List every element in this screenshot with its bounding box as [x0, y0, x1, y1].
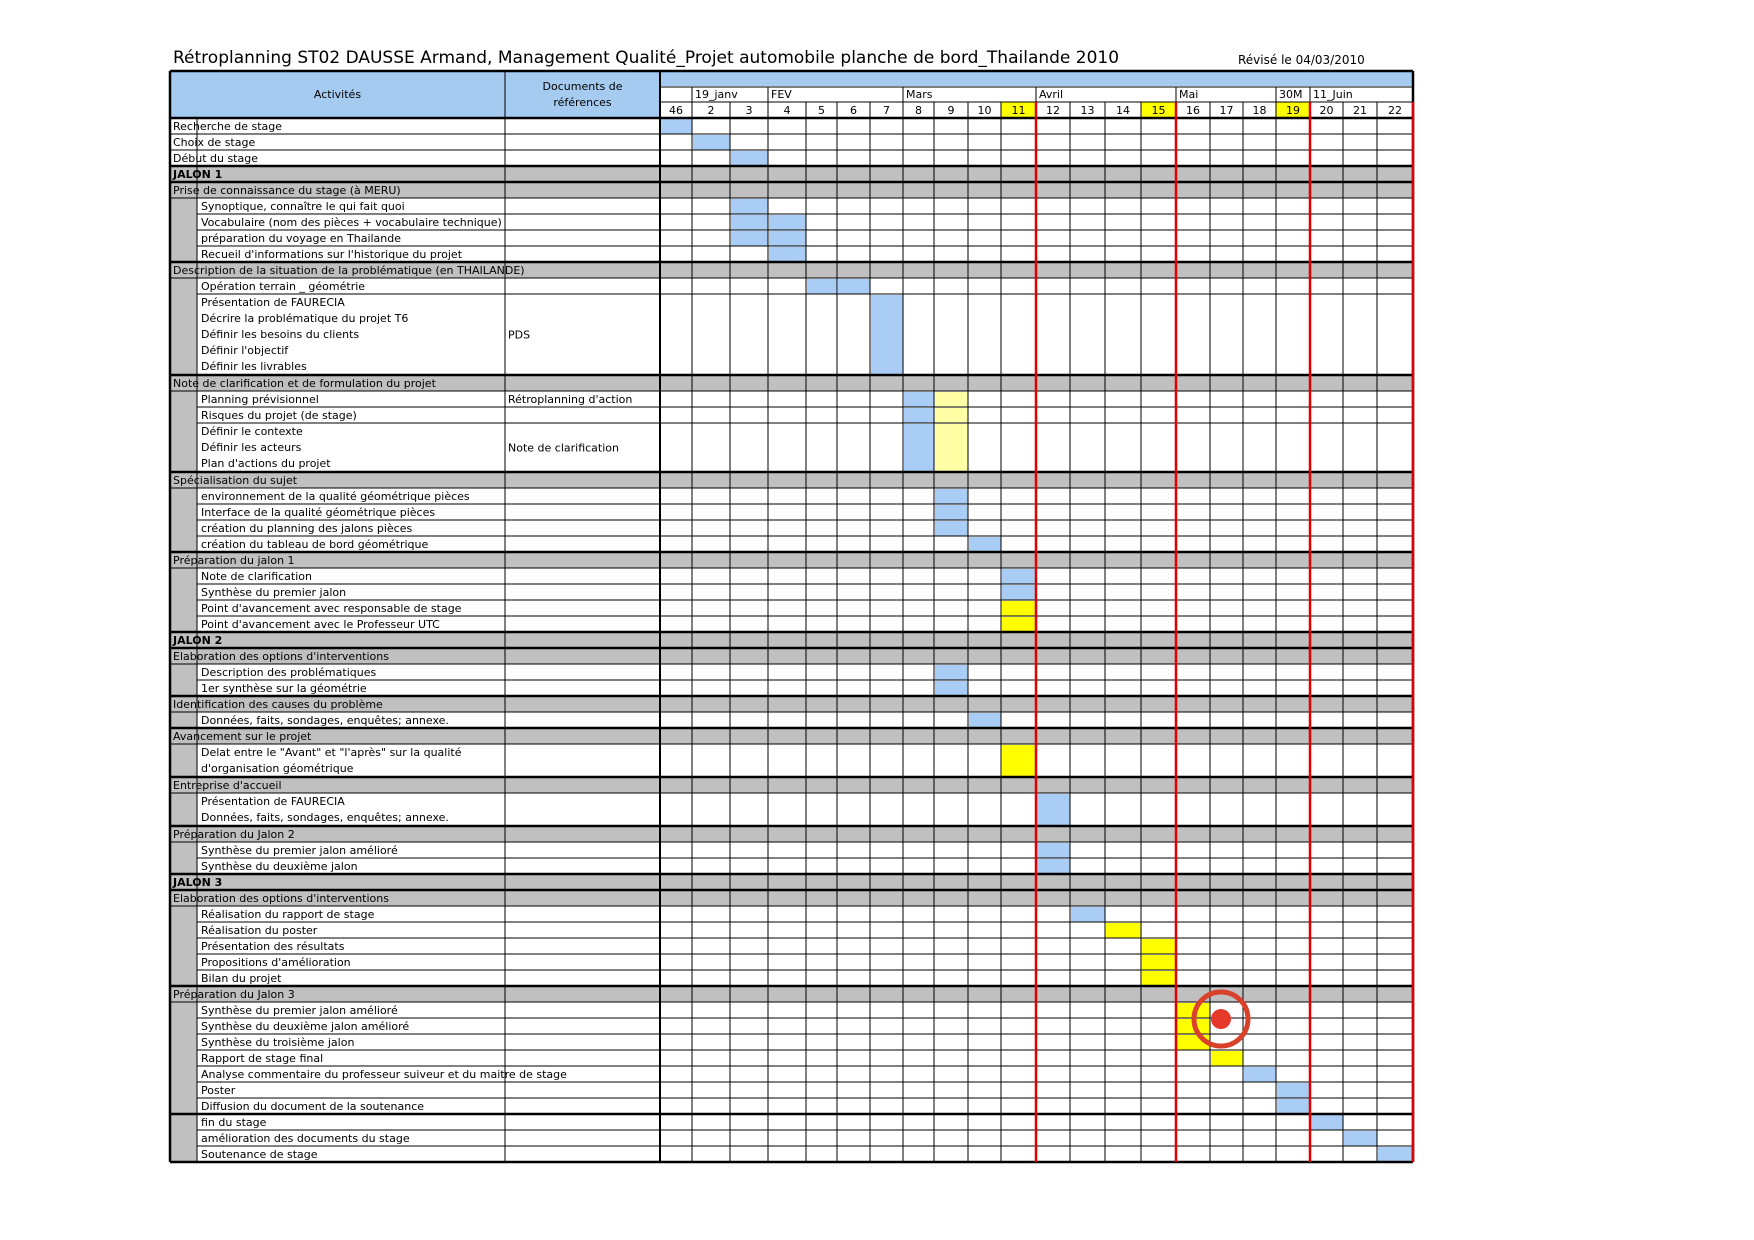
indent-block [170, 680, 197, 696]
month-label: 19_janv [695, 88, 738, 101]
indent-block [170, 1146, 197, 1162]
section-label: Avancement sur le projet [173, 730, 312, 743]
task-label: Analyse commentaire du professeur suiveur et du maitre de stage [201, 1068, 567, 1081]
task-label: Début du stage [173, 152, 258, 165]
indent-block [170, 664, 197, 680]
task-bar [935, 489, 968, 504]
task-bar [1142, 939, 1176, 954]
indent-block [170, 536, 197, 552]
task-label: Définir le contexte [201, 425, 303, 438]
indent-block [170, 294, 197, 375]
indent-block [170, 1082, 197, 1098]
task-label: création du tableau de bord géométrique [201, 538, 429, 551]
section-label: Elaboration des options d'interventions [173, 892, 389, 905]
task-label: Décrire la problématique du projet T6 [201, 312, 409, 325]
task-bar [871, 295, 903, 375]
task-label: Définir les acteurs [201, 441, 302, 454]
week-label: 12 [1046, 104, 1060, 117]
task-label: Note de clarification [201, 570, 312, 583]
indent-block [170, 568, 197, 584]
week-label: 4 [783, 104, 791, 117]
indent-block [170, 520, 197, 536]
task-label: création du planning des jalons pièces [201, 522, 413, 535]
task-bar [1142, 971, 1176, 986]
task-bar [1106, 923, 1141, 938]
indent-block [170, 1114, 197, 1130]
task-bar [1037, 794, 1070, 826]
indent-block [170, 584, 197, 600]
month-label: FEV [771, 88, 792, 101]
task-label: Poster [201, 1084, 236, 1097]
section-band [170, 632, 1413, 648]
task-bar [1378, 1147, 1413, 1162]
section-band [170, 777, 1413, 793]
task-label: Planning prévisionnel [201, 393, 319, 406]
section-band [170, 728, 1413, 744]
task-label: Propositions d'amélioration [201, 956, 351, 969]
task-bar [1002, 617, 1036, 632]
indent-block [170, 600, 197, 616]
week-label: 7 [883, 104, 890, 117]
task-bar [1002, 569, 1036, 584]
task-bar [1037, 859, 1070, 874]
documents-header: références [553, 96, 612, 109]
indent-block [170, 407, 197, 423]
section-band [170, 874, 1413, 890]
indent-block [170, 423, 197, 472]
task-bar [904, 408, 934, 423]
task-bar [1311, 1115, 1343, 1130]
indent-block [170, 1098, 197, 1114]
week-label: 18 [1252, 104, 1267, 117]
month-label: Avril [1039, 88, 1064, 101]
task-label: Soutenance de stage [201, 1148, 318, 1161]
indent-block [170, 970, 197, 986]
section-label: Description de la situation de la problématique (en THAILANDE) [173, 264, 525, 277]
header-background [170, 71, 660, 118]
indent-block [170, 842, 197, 858]
task-bar [935, 521, 968, 536]
week-label: 8 [915, 104, 922, 117]
task-bar [731, 231, 768, 246]
week-label: 15 [1151, 104, 1166, 117]
task-bar [1142, 955, 1176, 970]
month-label: Mai [1179, 88, 1199, 101]
task-bar [935, 392, 968, 407]
task-label: Description des problématiques [201, 666, 377, 679]
task-label: Présentation de FAURECIA [201, 296, 345, 309]
document-reference: Note de clarification [508, 441, 619, 455]
indent-block [170, 938, 197, 954]
task-bar [731, 215, 768, 230]
week-label: 13 [1080, 104, 1095, 117]
section-band [170, 166, 1413, 182]
task-bar [904, 392, 934, 407]
revision-date: Révisé le 04/03/2010 [1238, 53, 1365, 67]
section-label: Préparation du Jalon 3 [173, 988, 295, 1001]
task-bar [838, 279, 870, 294]
task-bar [769, 247, 806, 262]
indent-block [170, 954, 197, 970]
task-bar [731, 199, 768, 214]
milestone-label: JALON 2 [173, 634, 223, 647]
task-bar [935, 665, 968, 680]
section-label: Note de clarification et de formulation du projet [173, 377, 436, 390]
task-bar [769, 215, 806, 230]
task-bar [1037, 843, 1070, 858]
task-label: Données, faits, sondages, enquêtes; annexe. [201, 811, 449, 824]
week-label: 16 [1186, 104, 1200, 117]
indent-block [170, 214, 197, 230]
task-label: Vocabulaire (nom des pièces + vocabulaire technique) [201, 216, 502, 229]
task-label: Bilan du projet [201, 972, 282, 985]
section-band [170, 552, 1413, 568]
task-label: Choix de stage [173, 136, 256, 149]
task-label: Risques du projet (de stage) [201, 409, 357, 422]
indent-block [170, 1130, 197, 1146]
week-label: 9 [947, 104, 955, 117]
task-label: d'organisation géométrique [201, 762, 354, 775]
week-label: 3 [745, 104, 753, 117]
task-label: fin du stage [201, 1116, 267, 1129]
task-label: Recherche de stage [173, 120, 283, 133]
task-label: Synthèse du premier jalon amélioré [201, 1004, 398, 1017]
task-label: Définir les livrables [201, 360, 307, 373]
documents-header: Documents de [542, 80, 623, 93]
task-bar [1244, 1067, 1276, 1082]
task-label: Définir l'objectif [201, 344, 289, 357]
task-bar [1002, 601, 1036, 616]
document-reference: Rétroplanning d'action [508, 393, 633, 406]
activities-header: Activités [313, 88, 362, 101]
task-bar [769, 231, 806, 246]
week-label: 21 [1353, 104, 1367, 117]
section-label: Préparation du jalon 1 [173, 554, 295, 567]
task-label: Plan d'actions du projet [201, 457, 331, 470]
task-label: Interface de la qualité géométrique pièces [201, 506, 436, 519]
task-label: Données, faits, sondages, enquêtes; annexe. [201, 714, 449, 727]
task-bar [904, 424, 934, 472]
week-label: 14 [1116, 104, 1130, 117]
task-bar [661, 119, 692, 134]
task-bar [1211, 1051, 1243, 1066]
indent-block [170, 922, 197, 938]
section-label: Prise de connaissance du stage (à MERU) [173, 184, 401, 197]
task-label: amélioration des documents du stage [201, 1132, 410, 1145]
indent-block [170, 1002, 197, 1018]
indent-block [170, 391, 197, 407]
week-label: 46 [669, 104, 683, 117]
task-bar [731, 151, 768, 166]
task-bar [1002, 745, 1036, 777]
week-label: 20 [1319, 104, 1334, 117]
task-label: Synthèse du deuxième jalon [201, 860, 358, 873]
week-label: 17 [1219, 104, 1234, 117]
week-label: 22 [1388, 104, 1402, 117]
week-label: 6 [850, 104, 857, 117]
task-bar [935, 408, 968, 423]
week-label: 19 [1286, 104, 1300, 117]
task-bar [807, 279, 837, 294]
task-label: 1er synthèse sur la géométrie [201, 682, 367, 695]
task-bar [935, 681, 968, 696]
task-label: environnement de la qualité géométrique pièces [201, 490, 470, 503]
indent-block [170, 906, 197, 922]
section-band [170, 472, 1413, 488]
indent-block [170, 1018, 197, 1034]
task-label: Synthèse du premier jalon amélioré [201, 844, 398, 857]
task-bar [693, 135, 730, 150]
task-label: Synthèse du troisième jalon [201, 1036, 355, 1049]
task-bar [1344, 1131, 1377, 1146]
week-label: 11 [1011, 104, 1026, 117]
section-band [170, 826, 1413, 842]
task-label: Synthèse du premier jalon [201, 586, 347, 599]
task-label: Définir les besoins du clients [201, 328, 360, 341]
month-label: 11_Juin [1313, 88, 1353, 101]
task-label: Delat entre le "Avant" et "l'après" sur la qualité [201, 746, 462, 759]
section-label: Identification des causes du problème [173, 698, 383, 711]
section-label: Préparation du Jalon 2 [173, 828, 295, 841]
task-label: Point d'avancement avec le Professeur UTC [201, 618, 440, 631]
task-bar [935, 424, 968, 472]
indent-block [170, 246, 197, 262]
task-label: Réalisation du poster [201, 924, 318, 937]
indent-block [170, 793, 197, 826]
task-label: Synthèse du deuxième jalon amélioré [201, 1020, 410, 1033]
indent-block [170, 198, 197, 214]
task-bar [969, 713, 1001, 728]
milestone-label: JALON 3 [173, 876, 223, 889]
task-bar [935, 505, 968, 520]
milestone-label: JALON 1 [173, 168, 223, 181]
task-label: Rapport de stage final [201, 1052, 324, 1065]
month-label: Mars [906, 88, 933, 101]
task-bar [1071, 907, 1105, 922]
task-label: Opération terrain _ géométrie [201, 280, 366, 293]
task-label: Synoptique, connaître le qui fait quoi [201, 200, 405, 213]
week-label: 2 [707, 104, 715, 117]
indent-block [170, 744, 197, 777]
section-label: Spécialisation du sujet [173, 474, 298, 487]
task-bar [1277, 1099, 1310, 1114]
indent-block [170, 504, 197, 520]
indent-block [170, 616, 197, 632]
indent-block [170, 488, 197, 504]
section-label: Elaboration des options d'interventions [173, 650, 389, 663]
indent-block [170, 1050, 197, 1066]
stamp-dot [1211, 1009, 1231, 1029]
indent-block [170, 1066, 197, 1082]
task-label: Présentation de FAURECIA [201, 795, 345, 808]
month-label: 30M [1279, 88, 1303, 101]
indent-block [170, 1034, 197, 1050]
task-label: préparation du voyage en Thailande [201, 232, 402, 245]
indent-block [170, 712, 197, 728]
task-bar [969, 537, 1001, 552]
week-label: 10 [977, 104, 992, 117]
week-label: 5 [818, 104, 825, 117]
task-label: Présentation des résultats [201, 940, 345, 953]
task-label: Point d'avancement avec responsable de stage [201, 602, 462, 615]
task-label: Réalisation du rapport de stage [201, 908, 375, 921]
task-label: Diffusion du document de la soutenance [201, 1100, 425, 1113]
task-bar [1002, 585, 1036, 600]
task-bar [1277, 1083, 1310, 1098]
page-title: Rétroplanning ST02 DAUSSE Armand, Management Qualité_Projet automobile planche de bord_Thailande 2010 [173, 48, 1120, 68]
indent-block [170, 858, 197, 874]
indent-block [170, 278, 197, 294]
section-label: Entreprise d'accueil [173, 779, 282, 792]
document-reference: PDS [508, 328, 531, 342]
indent-block [170, 230, 197, 246]
task-label: Recueil d'informations sur l'historique du projet [201, 248, 463, 261]
header-band [660, 71, 1413, 86]
